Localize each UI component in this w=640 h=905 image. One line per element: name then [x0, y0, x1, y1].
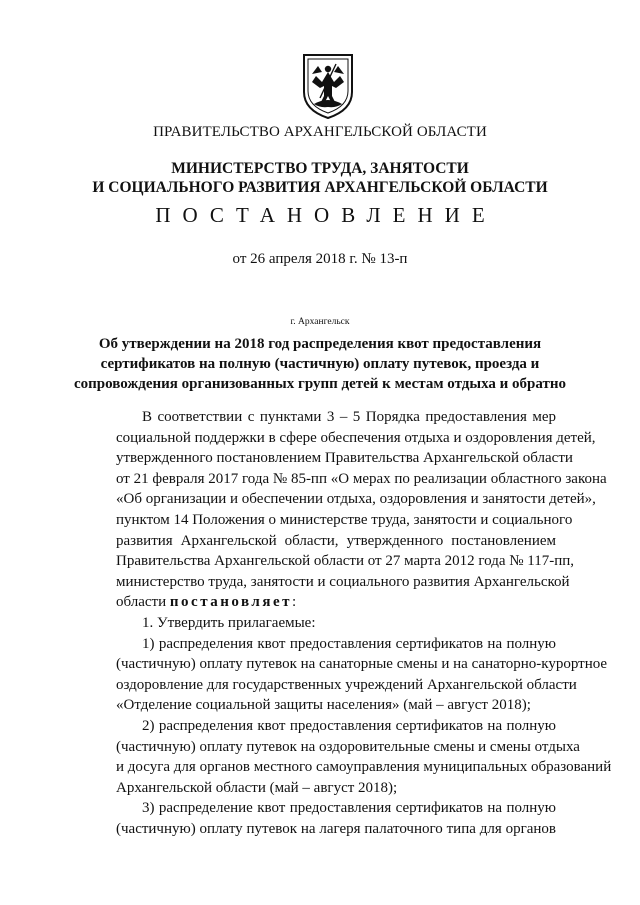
subject-line-3: сопровождения организованных групп детей к местам отдыха и обратно	[74, 376, 566, 392]
ministry-name-line-1: МИНИСТЕРСТВО ТРУДА, ЗАНЯТОСТИ	[171, 160, 469, 177]
item-1: 1. Утвердить прилагаемые:	[142, 614, 316, 631]
body-line: развития Архангельской области, утвержденного постановлением	[116, 532, 556, 549]
item-1-1-line: (частичную) оплату путевок на санаторные смены и на санаторно-курортное	[116, 656, 608, 673]
body-line: Правительства Архангельской области от 27 марта 2012 года № 117-пп,	[116, 553, 575, 570]
item-1-2-line: 2) распределения квот предоставления сертификатов на полную	[142, 717, 556, 734]
item-1-1-line: оздоровление для государственных учреждений Архангельской области	[116, 676, 577, 693]
coat-of-arms-icon	[300, 52, 356, 120]
document-city: г. Архангельск	[290, 317, 350, 327]
item-1-1-line: «Отделение социальной защиты населения» (май – август 2018);	[116, 697, 531, 714]
item-1-3-line: 3) распределение квот предоставления сертификатов на полную	[142, 800, 556, 817]
item-1-2-line: (частичную) оплату путевок на оздоровительные смены и смены отдыха	[116, 738, 580, 755]
subject-line-2: сертификатов на полную (частичную) оплату путевок, проезда и	[100, 356, 540, 372]
document-subject	[0, 334, 640, 394]
decree-suffix: :	[292, 594, 297, 611]
government-name: ПРАВИТЕЛЬСТВО АРХАНГЕЛЬСКОЙ ОБЛАСТИ	[153, 124, 487, 140]
item-1-3-line: (частичную) оплату путевок на лагеря палаточного типа для органов	[116, 820, 556, 837]
subject-line-1: Об утверждении на 2018 год распределения квот предоставления	[98, 336, 542, 352]
body-line: министерство труда, занятости и социального развития Архангельской	[116, 573, 570, 590]
document-date-number: от 26 апреля 2018 г. № 13-п	[232, 251, 408, 267]
item-1-2-line: и досуга для органов местного самоуправления муниципальных образований	[116, 759, 612, 776]
body-line: В соответствии с пунктами 3 – 5 Порядка предоставления мер	[142, 409, 556, 425]
body-line: социальной поддержки в сфере обеспечения отдыха и оздоровления детей,	[116, 429, 596, 446]
item-1-1-line: 1) распределения квот предоставления сертификатов на полную	[142, 635, 556, 652]
item-1-2-line: Архангельской области (май – август 2018);	[116, 779, 398, 796]
document-type-title: ПОСТАНОВЛЕНИЕ	[155, 203, 497, 227]
ministry-name	[0, 159, 640, 197]
body-line: утвержденного постановлением Правительства Архангельской области	[116, 450, 573, 467]
document-body	[116, 407, 612, 839]
ministry-name-line-2: И СОЦИАЛЬНОГО РАЗВИТИЯ АРХАНГЕЛЬСКОЙ ОБЛАСТИ	[92, 179, 548, 196]
body-line: от 21 февраля 2017 года № 85-пп «О мерах по реализации областного закона	[116, 470, 607, 487]
decree-line	[116, 592, 556, 613]
body-line: пунктом 14 Положения о министерстве труда, занятости и социального	[116, 511, 573, 528]
body-line: «Об организации и обеспечении отдыха, оздоровления и занятости детей»,	[116, 491, 596, 508]
decree-word: постановляет	[169, 594, 292, 611]
decree-prefix: области	[116, 594, 167, 611]
